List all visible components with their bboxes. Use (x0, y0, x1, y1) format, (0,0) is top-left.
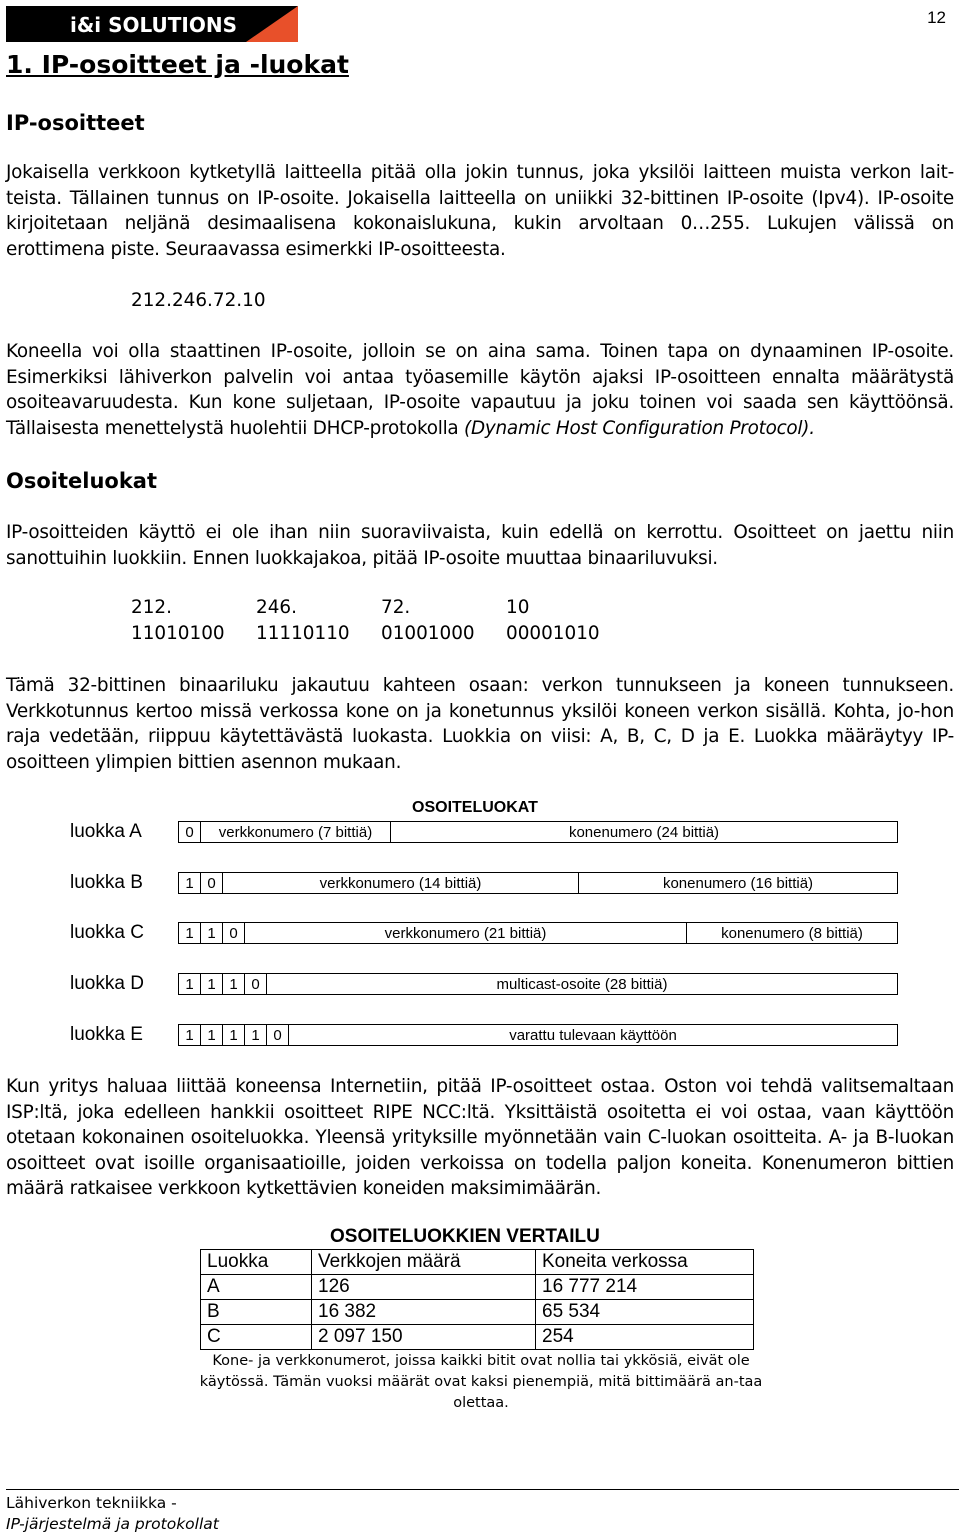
class-e-bit-3: 1 (245, 1025, 267, 1045)
octet-decimal-1: 246. (256, 597, 297, 618)
class-a-bit-0: 0 (179, 822, 201, 842)
class-b-bar (178, 872, 898, 894)
class-c-bit-1: 1 (201, 923, 223, 943)
table-cell: 254 (536, 1325, 754, 1350)
company-logo (6, 6, 298, 42)
logo-text: i&i SOLUTIONS (70, 13, 238, 37)
octet-binary-2: 01001000 (381, 623, 475, 644)
table-cell: B (201, 1300, 312, 1325)
table-header-row (201, 1250, 754, 1275)
paragraph-purchasing: Kun yritys haluaa liittää koneensa Internetiin, pitää IP-osoitteet ostaa. Oston voi tehdä valitsemaltaan ISP:ltä, joka edelleen hankkii osoitteet RIPE NCC:ltä. Yksittäistä osoitetta ei voi ostaa, vaan käyttöön otetaan kokonainen osoiteluokka. Yleensä yrityksille myönnetään vain C-luokan osoitteita. A- ja B-luokan osoitteet ovat isoille organisaatioille, joiden verkoissa on todella paljon koneita. Konenumeron bittien määrä ratkaisee verkkoon kytkettävien koneiden maksimimäärän. (6, 1076, 954, 1199)
class-a-label: luokka A (70, 821, 142, 842)
paragraph-network-host: Tämä 32-bittinen binaariluku jakautuu kahteen osaan: verkon tunnukseen ja koneen tunnukseen. Verkkotunnus kertoo missä verkossa kone on ja konetunnus yksilöi koneen verkon sisällä. Kohta, jo-hon raja vedetään, riippuu käytettävästä luokasta. Luokkia on viisi: A, B, C, D ja E. Luokka määräytyy IP-osoitteen ylimpien bittien asennon mukaan. (6, 675, 954, 773)
table-cell: 126 (312, 1275, 536, 1300)
paragraph-classes-intro: IP-osoitteiden käyttö ei ole ihan niin suoraviivaista, kuin edellä on kerrottu. Osoitteet on jaettu niin sanottuihin luokkiin. Ennen luokkajakoa, pitää IP-osoite muuttaa binaariluvuksi. (6, 522, 954, 569)
class-d-bit-2: 1 (223, 974, 245, 994)
class-d-bit-1: 1 (201, 974, 223, 994)
octet-binary-0: 11010100 (131, 623, 225, 644)
class-b-bit-0: 1 (179, 873, 201, 893)
footer-course-title: Lähiverkon tekniikka - (6, 1494, 177, 1512)
class-a-bar (178, 821, 898, 843)
subsection-title-address-classes: Osoiteluokat (6, 469, 158, 493)
class-e-bit-4: 0 (267, 1025, 289, 1045)
table-header-cell: Verkkojen määrä (312, 1250, 536, 1275)
octet-binary-1: 11110110 (256, 623, 350, 644)
class-d-bit-0: 1 (179, 974, 201, 994)
class-e-bar (178, 1024, 898, 1046)
dhcp-expansion: (Dynamic Host Configuration Protocol). (464, 417, 815, 439)
class-e-reserved-field: varattu tulevaan käyttöön (509, 1026, 677, 1044)
class-e-bit-0: 1 (179, 1025, 201, 1045)
class-c-bit-2: 0 (223, 923, 245, 943)
table-cell: 16 777 214 (536, 1275, 754, 1300)
paragraph-static-dynamic (6, 339, 954, 441)
table-cell: 16 382 (312, 1300, 536, 1325)
table-cell: 2 097 150 (312, 1325, 536, 1350)
paragraph-static-dynamic-text: Koneella voi olla staattinen IP-osoite, jolloin se on aina sama. Toinen tapa on dynaaminen IP-osoite. Esimerkiksi lähiverkon palvelin voi antaa työasemille käytön ajaksi IP-osoitteen ennalta määrätystä osoiteavaruudesta. Kun kone suljetaan, IP-osoite vapautuu ja joku toinen voi saada sen käyttöönsä. Tällaisesta menettelystä huolehtii DHCP-protokolla (6, 341, 954, 439)
octet-decimal-3: 10 (506, 597, 530, 618)
table-cell: A (201, 1275, 312, 1300)
class-d-label: luokka D (70, 973, 144, 994)
table-row (201, 1325, 754, 1350)
section-title: 1. IP-osoitteet ja -luokat (6, 50, 349, 79)
table-cell: 65 534 (536, 1300, 754, 1325)
octet-decimal-0: 212. (131, 597, 172, 618)
class-c-network-field: verkkonumero (21 bittiä) (245, 923, 687, 943)
class-diagram-title: OSOITELUOKAT (412, 799, 538, 816)
class-a-network-field: verkkonumero (7 bittiä) (201, 822, 391, 842)
octet-decimal-2: 72. (381, 597, 411, 618)
class-e-label: luokka E (70, 1024, 143, 1045)
class-e-bit-1: 1 (201, 1025, 223, 1045)
class-c-bit-0: 1 (179, 923, 201, 943)
class-d-bit-3: 0 (245, 974, 267, 994)
footer-divider (6, 1489, 959, 1490)
table-header-cell: Luokka (201, 1250, 312, 1275)
class-d-bar (178, 973, 898, 995)
paragraph-intro: Jokaisella verkkoon kytketyllä laitteella pitää olla jokin tunnus, joka yksilöi laitteen muista verkon lait-teista. Tällainen tunnus on IP-osoite. Jokaisella laitteella on uniikki 32-bittinen IP-osoite (Ipv4). IP-osoite kirjoitetaan neljänä desimaalisena kokonaislukuna, kukin arvoltaan 0…255. Lukujen välissä on erottimena piste. Seuraavassa esimerkki IP-osoitteesta. (6, 162, 954, 260)
class-b-bit-1: 0 (201, 873, 223, 893)
table-cell: C (201, 1325, 312, 1350)
octet-binary-3: 00001010 (506, 623, 600, 644)
table-row (201, 1275, 754, 1300)
table-header-cell: Koneita verkossa (536, 1250, 754, 1275)
class-a-host-field: konenumero (24 bittiä) (568, 823, 720, 841)
class-c-host-field: konenumero (8 bittiä) (721, 924, 863, 942)
comparison-table-title: OSOITELUOKKIEN VERTAILU (330, 1226, 600, 1247)
example-ip-address: 212.246.72.10 (131, 290, 266, 311)
class-c-bar (178, 922, 898, 944)
page-number: 12 (927, 8, 946, 27)
comparison-table-note: Kone- ja verkkonumerot, joissa kaikki bitit ovat nollia tai ykkösiä, eivät ole käytössä. Tämän vuoksi määrät ovat kaksi pienempiä, mitä bittimäärä an-taa olettaa. (199, 1353, 763, 1411)
footer-subtitle: IP-järjestelmä ja protokollat (6, 1515, 219, 1533)
comparison-table (200, 1249, 754, 1350)
class-e-bit-2: 1 (223, 1025, 245, 1045)
class-b-network-field: verkkonumero (14 bittiä) (223, 873, 579, 893)
subsection-title-ip-addresses: IP-osoitteet (6, 111, 145, 135)
class-b-label: luokka B (70, 872, 143, 893)
footer (6, 1493, 219, 1535)
class-d-multicast-field: multicast-osoite (28 bittiä) (496, 975, 668, 993)
class-b-host-field: konenumero (16 bittiä) (662, 874, 814, 892)
class-c-label: luokka C (70, 922, 144, 943)
table-row (201, 1300, 754, 1325)
